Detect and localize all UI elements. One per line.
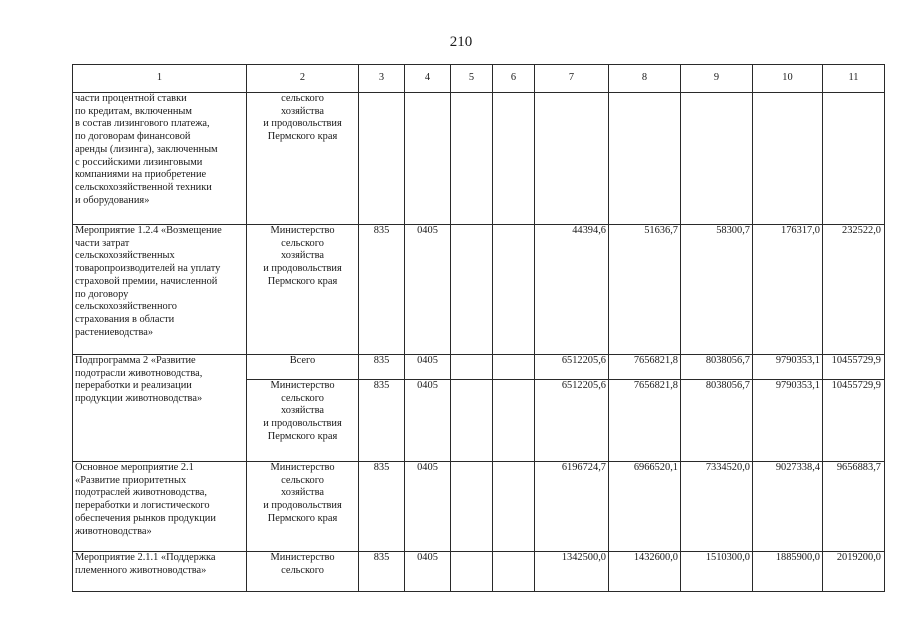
executor-cell — [247, 380, 359, 462]
col9-value: 8038056,7 — [681, 355, 753, 380]
measure-name-line: части процентной ставки — [75, 93, 187, 104]
col7-value: 6196724,7 — [535, 462, 609, 552]
measure-name-line: Мероприятие 2.1.1 «Поддержка — [75, 552, 216, 563]
measure-name-line: и оборудования» — [75, 194, 150, 206]
executor-line: хозяйства — [281, 487, 324, 499]
col11-value: 9656883,7 — [823, 462, 885, 552]
measure-name-cell — [73, 93, 247, 225]
table-row — [73, 462, 885, 552]
measure-name-line: «Развитие приоритетных — [75, 474, 187, 486]
executor-cell — [247, 552, 359, 592]
executor-cell — [247, 355, 359, 380]
measure-name-line: части затрат — [75, 237, 130, 249]
col7-value — [535, 93, 609, 225]
col7-value: 6512205,6 — [535, 355, 609, 380]
col7-value: 6512205,6 — [535, 380, 609, 462]
col9-value: 8038056,7 — [681, 380, 753, 462]
executor-line: и продовольствия — [263, 118, 342, 130]
measure-name-line: по кредитам, включенным — [75, 105, 192, 117]
measure-name-line: с российскими лизинговыми — [75, 156, 203, 168]
measure-name-line: Мероприятие 1.2.4 «Возмещение — [75, 225, 222, 236]
measure-name-line: переработки и реализации — [75, 380, 192, 392]
col8-value — [609, 93, 681, 225]
measure-name-line: товаропроизводителей на уплату — [75, 263, 221, 275]
table-row — [73, 93, 885, 225]
measure-name-line: по договору — [75, 288, 129, 300]
measure-name-line: сельскохозяйственной техники — [75, 181, 212, 193]
column-number: 7 — [535, 65, 609, 93]
executor-line: Всего — [289, 355, 316, 366]
col4-cell: 0405 — [405, 355, 451, 380]
col10-value: 9027338,4 — [753, 462, 823, 552]
col5-cell — [451, 225, 493, 355]
col9-value: 1510300,0 — [681, 552, 753, 592]
col4-cell: 0405 — [405, 225, 451, 355]
measure-name-line: компаниями на приобретение — [75, 169, 207, 181]
col10-value: 1885900,0 — [753, 552, 823, 592]
measure-name-line: в состав лизингового платежа, — [75, 118, 210, 130]
measure-name-line: продукции животноводства» — [75, 393, 203, 405]
col6-cell — [493, 355, 535, 380]
col11-value: 232522,0 — [823, 225, 885, 355]
measure-name-cell — [73, 225, 247, 355]
page-number: 210 — [449, 34, 473, 50]
measure-name-line: сельскохозяйственных — [75, 250, 175, 262]
table-row — [73, 552, 885, 592]
col10-value — [753, 93, 823, 225]
col8-value: 51636,7 — [609, 225, 681, 355]
budget-table — [72, 64, 885, 592]
col9-value: 58300,7 — [681, 225, 753, 355]
measure-name-cell — [73, 355, 247, 462]
measure-name-line: переработки и логистического — [75, 500, 210, 512]
col6-cell — [493, 93, 535, 225]
measure-name-line: страховой премии, начисленной — [75, 275, 218, 287]
executor-cell — [247, 225, 359, 355]
executor-line: Пермского края — [267, 275, 338, 287]
executor-line: сельского — [281, 564, 324, 576]
col5-cell — [451, 462, 493, 552]
executor-line: сельского — [281, 93, 324, 104]
col10-value: 9790353,1 — [753, 355, 823, 380]
column-number: 1 — [73, 65, 247, 93]
col6-cell — [493, 552, 535, 592]
column-number: 2 — [247, 65, 359, 93]
executor-line: Министерство — [270, 462, 335, 473]
col3-cell — [359, 93, 405, 225]
executor-line: и продовольствия — [263, 263, 342, 275]
column-number: 6 — [493, 65, 535, 93]
col4-cell: 0405 — [405, 552, 451, 592]
executor-cell — [247, 93, 359, 225]
col11-value — [823, 93, 885, 225]
measure-name-line: подотраслей животноводства, — [75, 487, 207, 499]
col7-value: 1342500,0 — [535, 552, 609, 592]
executor-line: хозяйства — [281, 250, 324, 262]
executor-line: и продовольствия — [263, 418, 342, 430]
measure-name-line: Подпрограмма 2 «Развитие — [75, 355, 196, 366]
col9-value: 7334520,0 — [681, 462, 753, 552]
col4-cell — [405, 93, 451, 225]
executor-line: Пермского края — [267, 512, 338, 524]
column-number: 9 — [681, 65, 753, 93]
executor-line: Министерство — [270, 380, 335, 391]
column-number: 11 — [823, 65, 885, 93]
col8-value: 6966520,1 — [609, 462, 681, 552]
col6-cell — [493, 225, 535, 355]
column-number-row — [73, 65, 885, 93]
col4-cell: 0405 — [405, 380, 451, 462]
measure-name-cell — [73, 462, 247, 552]
col11-value: 2019200,0 — [823, 552, 885, 592]
column-number: 4 — [405, 65, 451, 93]
col6-cell — [493, 462, 535, 552]
column-number: 5 — [451, 65, 493, 93]
col10-value: 176317,0 — [753, 225, 823, 355]
executor-line: хозяйства — [281, 105, 324, 117]
measure-name-line: сельскохозяйственного — [75, 301, 177, 313]
col11-value: 10455729,9 — [823, 380, 885, 462]
col4-cell: 0405 — [405, 462, 451, 552]
table-row — [73, 225, 885, 355]
col3-cell: 835 — [359, 552, 405, 592]
col5-cell — [451, 380, 493, 462]
executor-line: сельского — [281, 237, 324, 249]
col5-cell — [451, 355, 493, 380]
col3-cell: 835 — [359, 462, 405, 552]
executor-line: сельского — [281, 474, 324, 486]
measure-name-line: страхования в области — [75, 313, 175, 325]
measure-name-line: обеспечения рынков продукции — [75, 512, 216, 524]
measure-name-line: аренды (лизинга), заключенным — [75, 143, 218, 155]
executor-line: Пермского края — [267, 131, 338, 143]
col8-value: 1432600,0 — [609, 552, 681, 592]
measure-name-line: Основное мероприятие 2.1 — [75, 462, 194, 473]
executor-line: Пермского края — [267, 430, 338, 442]
col3-cell: 835 — [359, 380, 405, 462]
executor-cell — [247, 462, 359, 552]
executor-line: и продовольствия — [263, 500, 342, 512]
table-row — [73, 355, 885, 380]
executor-line: сельского — [281, 392, 324, 404]
col7-value: 44394,6 — [535, 225, 609, 355]
col5-cell — [451, 552, 493, 592]
column-number: 8 — [609, 65, 681, 93]
col3-cell: 835 — [359, 225, 405, 355]
executor-line: хозяйства — [281, 405, 324, 417]
column-number: 10 — [753, 65, 823, 93]
measure-name-line: подотрасли животноводства, — [75, 367, 203, 379]
col8-value: 7656821,8 — [609, 380, 681, 462]
col9-value — [681, 93, 753, 225]
col10-value: 9790353,1 — [753, 380, 823, 462]
executor-line: Министерство — [270, 225, 335, 236]
col11-value: 10455729,9 — [823, 355, 885, 380]
col8-value: 7656821,8 — [609, 355, 681, 380]
measure-name-line: по договорам финансовой — [75, 131, 191, 143]
column-number: 3 — [359, 65, 405, 93]
col6-cell — [493, 380, 535, 462]
measure-name-line: животноводства» — [75, 525, 152, 537]
measure-name-cell — [73, 552, 247, 592]
col5-cell — [451, 93, 493, 225]
col3-cell: 835 — [359, 355, 405, 380]
measure-name-line: племенного животноводства» — [75, 564, 207, 576]
executor-line: Министерство — [270, 552, 335, 563]
measure-name-line: растениеводства» — [75, 326, 154, 338]
